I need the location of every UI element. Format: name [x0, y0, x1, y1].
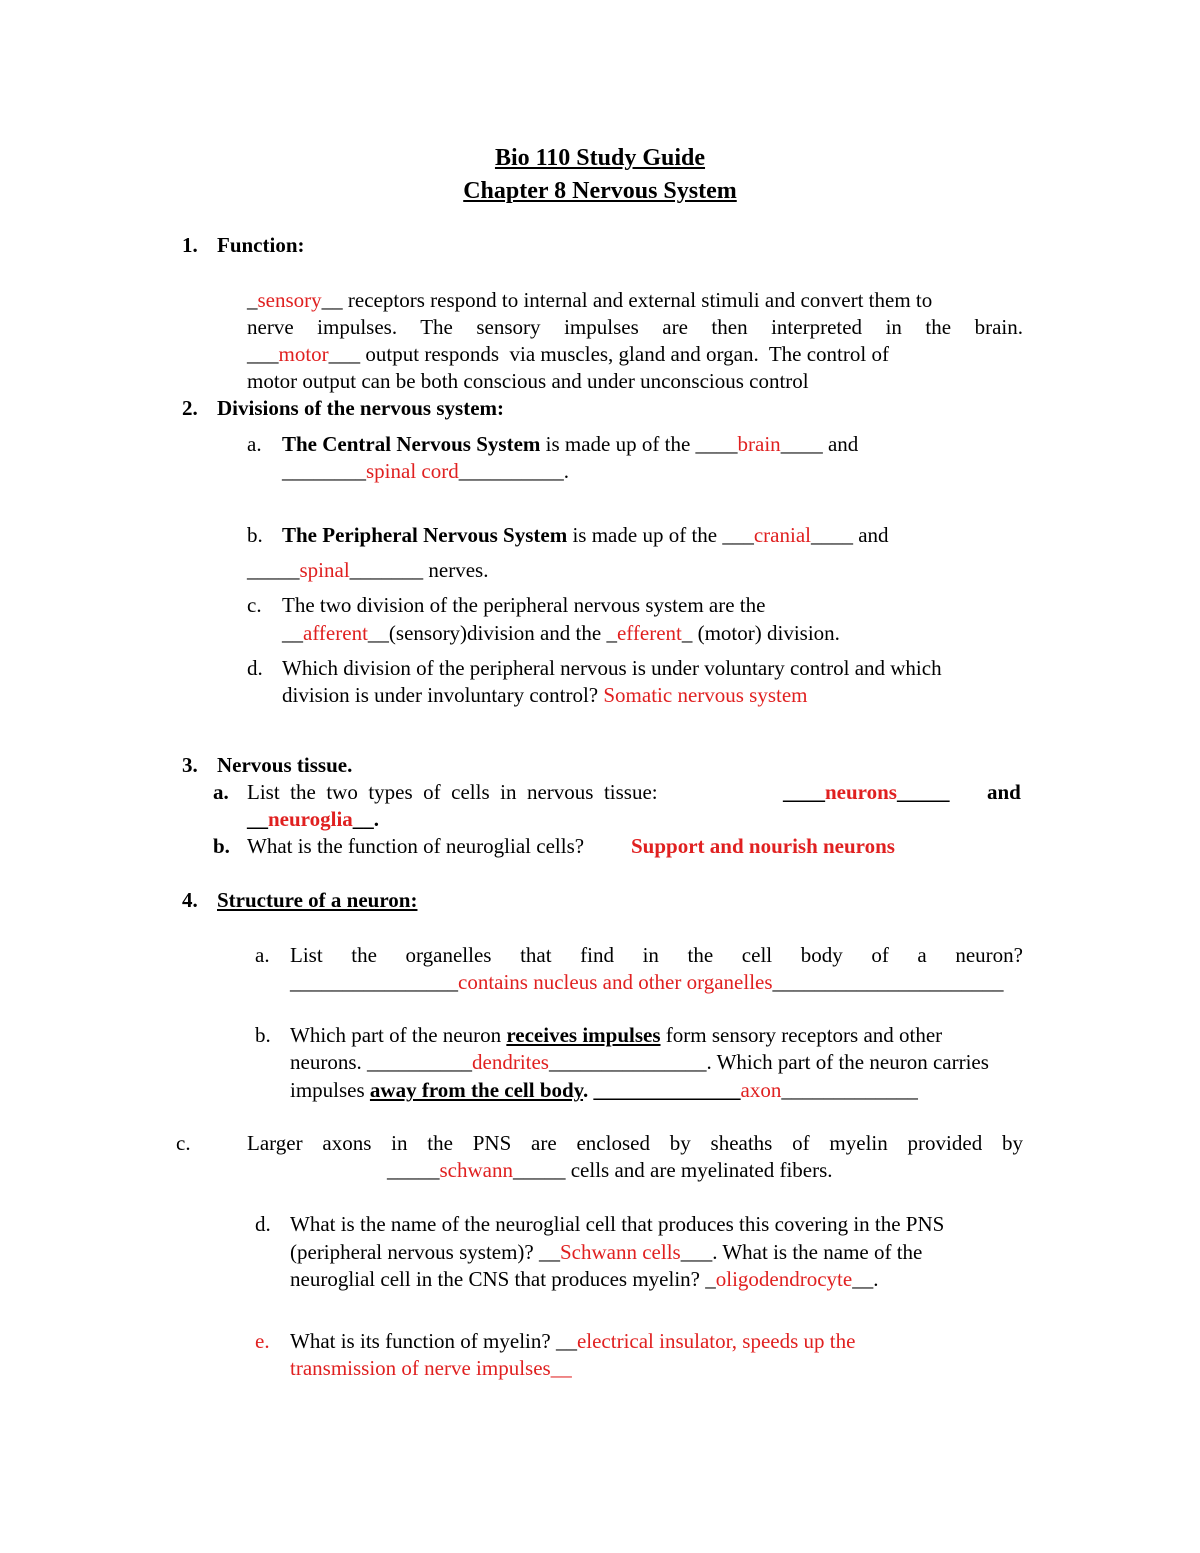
s4-a-line-2: ________________contains nucleus and other organelles______________________ — [290, 970, 1004, 994]
s4-a-line-1: List the organelles that find in the cell body of a neuron? — [290, 943, 1023, 967]
s4-b-line-3: impulses away from the cell body. ______________axon_____________ — [290, 1078, 918, 1102]
s4-e-line-1: What is its function of myelin? __electrical insulator, speeds up the — [290, 1329, 856, 1353]
s2-c-line-2: __afferent__(sensory)division and the _efferent_ (motor) division. — [282, 621, 840, 645]
s2-c-line-1: The two division of the peripheral nervous system are the — [282, 593, 766, 617]
answer-schwann-cells: Schwann cells — [560, 1240, 681, 1264]
answer-neurons: neurons — [825, 780, 897, 804]
s3-a-and: and — [987, 780, 1021, 804]
s4-c-line-2: _____schwann_____ cells and are myelinated fibers. — [387, 1158, 833, 1182]
document-title: Bio 110 Study Guide — [494, 145, 706, 171]
answer-afferent: afferent — [303, 621, 368, 645]
answer-spinal-cord: spinal cord — [366, 459, 459, 483]
section-3-heading: Nervous tissue. — [217, 753, 353, 777]
s4-d-line-2: (peripheral nervous system)? __Schwann cells___. What is the name of the — [290, 1240, 923, 1264]
s2-a-line-1: The Central Nervous System is made up of the ____brain____ and — [282, 432, 859, 456]
section-1-heading: Function: — [217, 233, 305, 257]
s4-a-letter: a. — [255, 943, 270, 967]
s4-c-line-1: Larger axons in the PNS are enclosed by sheaths of myelin provided by — [247, 1131, 1023, 1155]
s2-b-line-2: _____spinal_______ nerves. — [247, 558, 489, 582]
s1-line-2: nerve impulses. The sensory impulses are then interpreted in the brain. — [247, 315, 1023, 339]
s2-a-letter: a. — [247, 432, 262, 456]
answer-dendrites: dendrites — [472, 1050, 549, 1074]
s3-a-line-1-answer: ____neurons_____ — [783, 780, 950, 804]
answer-myelin-function: electrical insulator, speeds up the — [576, 1329, 856, 1353]
s1-line-4: motor output can be both conscious and under unconscious control — [247, 369, 809, 393]
section-1-number: 1. — [182, 233, 198, 257]
s4-e-letter: e. — [255, 1329, 270, 1353]
s3-a-line-1-text: List the two types of cells in nervous tissue: — [247, 780, 658, 804]
answer-motor: motor — [278, 342, 329, 366]
answer-schwann: schwann — [439, 1158, 513, 1182]
document-subtitle: Chapter 8 Nervous System — [463, 178, 737, 204]
answer-cranial: cranial — [753, 523, 811, 547]
answer-brain: brain — [737, 432, 781, 456]
answer-efferent: efferent — [616, 621, 682, 645]
section-2-heading: Divisions of the nervous system: — [217, 396, 504, 420]
s2-b-line-1: The Peripheral Nervous System is made up of the ___cranial____ and — [282, 523, 889, 547]
s3-a-letter: a. — [213, 780, 229, 804]
s3-b-question: What is the function of neuroglial cells? — [247, 834, 585, 858]
section-4-number: 4. — [182, 888, 198, 912]
s4-c-letter: c. — [176, 1131, 191, 1155]
s1-line-1: _sensory__ receptors respond to internal and external stimuli and convert them to — [247, 288, 933, 312]
s2-a-line-2: ________spinal cord__________. — [282, 459, 569, 483]
s2-b-letter: b. — [247, 523, 263, 547]
s2-d-line-2: division is under involuntary control? Somatic nervous system — [282, 683, 808, 707]
section-4-heading: Structure of a neuron: — [217, 888, 418, 912]
s4-d-line-3: neuroglial cell in the CNS that produces myelin? _oligodendrocyte__. — [290, 1267, 879, 1291]
s4-b-line-1: Which part of the neuron receives impulses form sensory receptors and other — [290, 1023, 943, 1047]
answer-spinal: spinal — [299, 558, 350, 582]
s4-d-line-1: What is the name of the neuroglial cell that produces this covering in the PNS — [290, 1212, 945, 1236]
section-2-number: 2. — [182, 396, 198, 420]
s2-d-letter: d. — [247, 656, 263, 680]
answer-oligodendrocyte: oligodendrocyte — [715, 1267, 853, 1291]
answer-neuroglia: neuroglia — [268, 807, 353, 831]
s4-b-line-2: neurons. __________dendrites_______________. Which part of the neuron carries — [290, 1050, 989, 1074]
s2-c-letter: c. — [247, 593, 262, 617]
answer-support-nourish: Support and nourish neurons — [631, 834, 895, 858]
s4-e-line-2: transmission of nerve impulses__ — [290, 1356, 572, 1380]
s1-line-3: ___motor___ output responds via muscles, gland and organ. The control of — [247, 342, 889, 366]
s2-d-line-1: Which division of the peripheral nervous is under voluntary control and which — [282, 656, 942, 680]
s3-a-line-2: __neuroglia__. — [247, 807, 380, 831]
answer-nucleus: contains nucleus and other organelles — [458, 970, 773, 994]
s4-d-letter: d. — [255, 1212, 271, 1236]
s3-b-letter: b. — [213, 834, 230, 858]
answer-sensory: sensory — [257, 288, 322, 312]
s4-b-letter: b. — [255, 1023, 271, 1047]
answer-axon: axon — [740, 1078, 782, 1102]
section-3-number: 3. — [182, 753, 198, 777]
answer-somatic: Somatic nervous system — [603, 683, 808, 707]
